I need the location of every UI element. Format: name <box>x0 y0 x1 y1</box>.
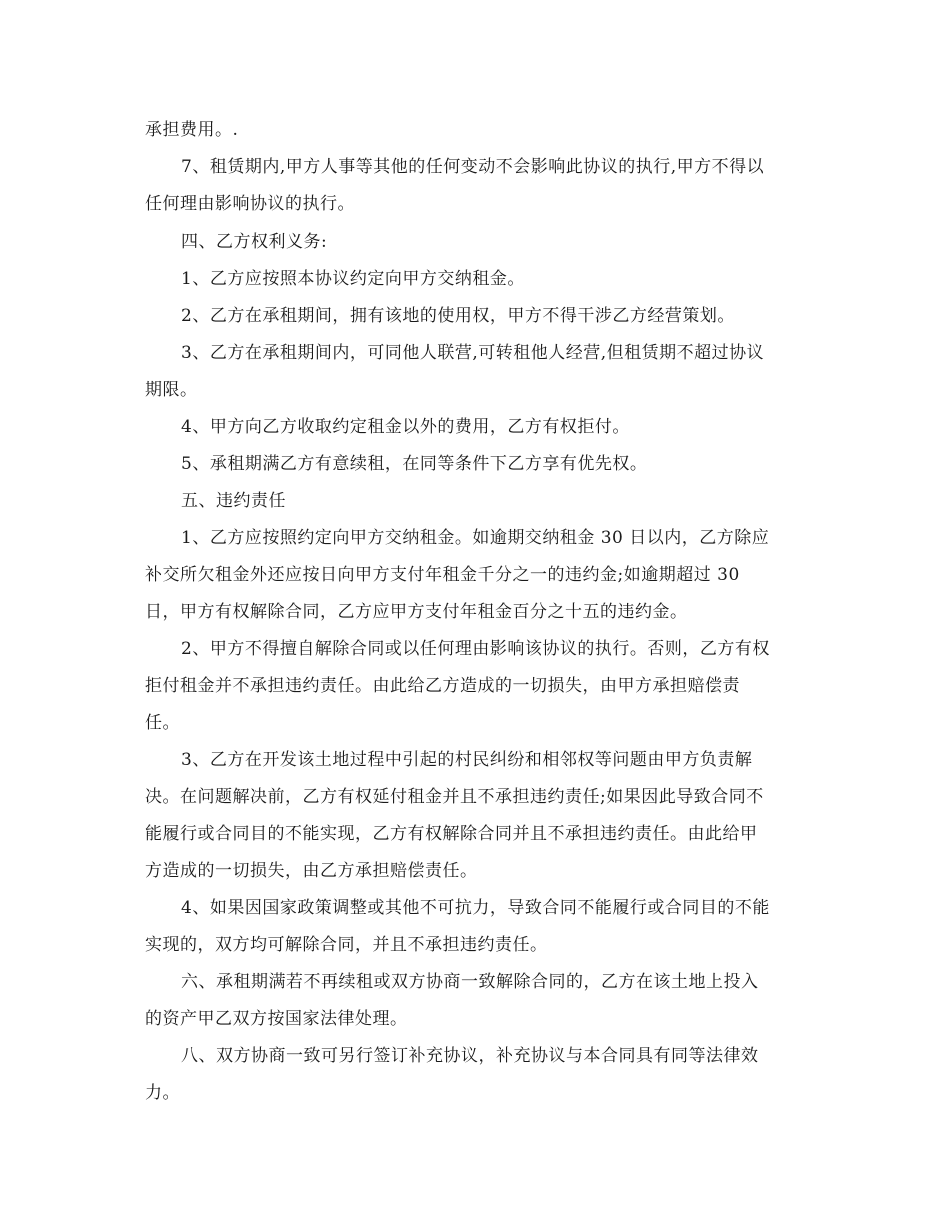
text-line: 4、如果因国家政策调整或其他不可抗力，导致合同不能履行或合同目的不能 <box>181 898 770 918</box>
text-line: 3、乙方在承租期间内，可同他人联营,可转租他人经营,但租赁期不超过协议 <box>181 343 765 363</box>
section-heading: 五、违约责任 <box>181 491 286 511</box>
text-line: 日，甲方有权解除合同，乙方应甲方支付年租金百分之十五的违约金。 <box>145 602 688 622</box>
text-line: 1、乙方应按照约定向甲方交纳租金。如逾期交纳租金 30 日以内，乙方除应 <box>181 528 770 548</box>
section-heading: 八、双方协商一致可另行签订补充协议，补充协议与本合同具有同等法律效 <box>181 1046 759 1066</box>
text-line: 任。 <box>145 713 180 733</box>
text-line: 任何理由影响协议的执行。 <box>145 194 355 214</box>
section-heading: 六、承租期满若不再续租或双方协商一致解除合同的，乙方在该土地上投入 <box>181 972 759 992</box>
text-line: 2、甲方不得擅自解除合同或以任何理由影响该协议的执行。否则，乙方有权 <box>181 639 770 659</box>
text-line: 补交所欠租金外还应按日向甲方支付年租金千分之一的违约金;如逾期超过 30 <box>145 565 740 585</box>
text-line: 决。在问题解决前，乙方有权延付租金并且不承担违约责任;如果因此导致合同不 <box>145 787 764 807</box>
text-line: 4、甲方向乙方收取约定租金以外的费用，乙方有权拒付。 <box>181 417 630 437</box>
text-line: 拒付租金并不承担违约责任。由此给乙方造成的一切损失，由甲方承担赔偿责 <box>145 676 740 696</box>
text-line: 承担费用。. <box>145 120 239 140</box>
text-line: 能履行或合同目的不能实现，乙方有权解除合同并且不承担违约责任。由此给甲 <box>145 824 758 844</box>
text-line: 5、承租期满乙方有意续租，在同等条件下乙方享有优先权。 <box>181 454 648 474</box>
text-line: 1、乙方应按照本协议约定向甲方交纳租金。 <box>181 269 525 289</box>
text-line: 3、乙方在开发该土地过程中引起的村民纠纷和相邻权等问题由甲方负责解 <box>181 750 753 770</box>
text-line: 实现的，双方均可解除合同，并且不承担违约责任。 <box>145 935 548 955</box>
text-line: 2、乙方在承租期间，拥有该地的使用权，甲方不得干涉乙方经营策划。 <box>181 306 735 326</box>
text-line: 方造成的一切损失，由乙方承担赔偿责任。 <box>145 861 478 881</box>
section-heading: 四、乙方权利义务: <box>181 232 328 252</box>
text-line: 力。 <box>145 1083 180 1103</box>
text-line: 7、租赁期内,甲方人事等其他的任何变动不会影响此协议的执行,甲方不得以 <box>181 157 765 177</box>
text-line: 期限。 <box>145 380 198 400</box>
text-line: 的资产甲乙双方按国家法律处理。 <box>145 1009 408 1029</box>
